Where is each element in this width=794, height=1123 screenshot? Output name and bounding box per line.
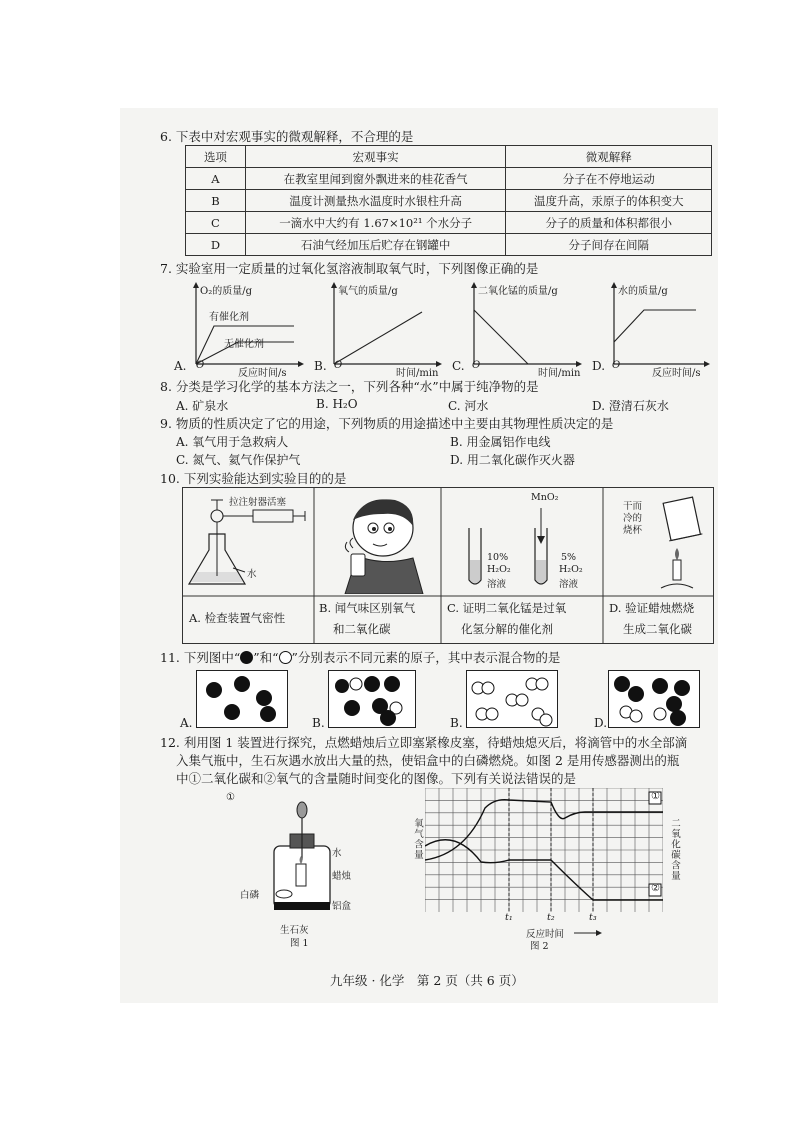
q10-caption-b bbox=[319, 598, 415, 640]
table-cell: C bbox=[186, 212, 246, 234]
q9-stem: 9. 物质的性质决定了它的用途，下列物质的用途描述中主要由其物理性质决定的是 bbox=[160, 416, 614, 431]
caption-line: C. 证明二氧化锰是过氧 bbox=[447, 601, 567, 615]
graph-c-xlabel: 时间/min bbox=[538, 368, 581, 379]
q11-stem-part: ”和“ bbox=[253, 650, 279, 665]
graph-d-xlabel: 反应时间/s bbox=[652, 368, 701, 379]
figure-1-apparatus bbox=[262, 800, 342, 920]
table-cell: 石油气经加压后贮存在钢罐中 bbox=[245, 234, 506, 256]
q9-option-b: B. 用金属铝作电线 bbox=[450, 435, 551, 449]
q10-figure-box bbox=[182, 487, 714, 644]
q8-option-b: B. H₂O bbox=[316, 397, 358, 411]
fig1-phosphorus-label: 白磷 bbox=[240, 890, 260, 901]
graph-c-letter: C. bbox=[452, 359, 465, 373]
tube2-solution: 溶液 bbox=[559, 579, 579, 590]
table-cell: 温度计测量热水温度时水银柱升高 bbox=[245, 190, 506, 212]
graph-a-letter: A. bbox=[174, 359, 187, 373]
table-header: 宏观事实 bbox=[245, 146, 506, 168]
tube2-conc: 5% bbox=[561, 552, 577, 563]
caption-line: D. 验证蜡烛燃烧 bbox=[609, 601, 695, 615]
table-cell: 分子间存在间隔 bbox=[506, 234, 712, 256]
q8-option-a: A. 矿泉水 bbox=[176, 399, 229, 413]
beaker-label-3: 烧杯 bbox=[623, 525, 643, 536]
fig1-caption: 图 1 bbox=[290, 938, 309, 949]
fig2-t2: t₂ bbox=[547, 912, 555, 923]
q9-option-a: A. 氧气用于急救病人 bbox=[176, 435, 289, 449]
q11-letter-a: A. bbox=[180, 716, 193, 730]
q10-caption-c bbox=[447, 598, 566, 640]
graph-b-xlabel: 时间/min bbox=[396, 368, 439, 379]
fig2-t3: t₃ bbox=[589, 912, 597, 923]
q11-box-d bbox=[608, 670, 700, 728]
graph-b-origin: O bbox=[334, 360, 343, 371]
graph-a-origin: O bbox=[196, 360, 205, 371]
graph-a-curve1-label: 有催化剂 bbox=[209, 312, 249, 323]
graph-a-xlabel: 反应时间/s bbox=[238, 368, 287, 379]
marker-1: ① bbox=[226, 792, 235, 803]
water-label: 水 bbox=[247, 569, 257, 580]
table-row bbox=[186, 168, 712, 190]
graph-c-origin: O bbox=[472, 360, 481, 371]
caption-line: A. 检查装置气密性 bbox=[189, 611, 286, 625]
black-atom-symbol bbox=[240, 651, 253, 664]
fig2-xaxis-arrow bbox=[574, 928, 604, 938]
fig1-box-label: 铝盒 bbox=[332, 901, 352, 912]
marker-2: ② bbox=[651, 883, 660, 894]
q11-letter-c: B. bbox=[450, 716, 463, 730]
fig2-t1: t₁ bbox=[505, 912, 513, 923]
table-header-row bbox=[186, 146, 712, 168]
table-cell: D bbox=[186, 234, 246, 256]
table-cell: B bbox=[186, 190, 246, 212]
white-atom-symbol bbox=[279, 651, 292, 664]
tube1-conc: 10% bbox=[487, 552, 509, 563]
q12-line-3: 中①二氧化碳和②氧气的含量随时间变化的图像。下列有关说法错误的是 bbox=[176, 771, 577, 786]
q10-caption-d bbox=[609, 598, 694, 640]
table-cell: A bbox=[186, 168, 246, 190]
fig2-caption: 图 2 bbox=[530, 941, 549, 952]
table-cell: 一滴水中大约有 1.67×10²¹ 个水分子 bbox=[245, 212, 506, 234]
fig1-water-label: 水 bbox=[332, 848, 342, 859]
caption-line: 和二氧化碳 bbox=[333, 622, 391, 636]
graph-d-letter: D. bbox=[592, 359, 606, 373]
q6-stem: 6. 下表中对宏观事实的微观解释，不合理的是 bbox=[160, 129, 414, 144]
q7-graph-a bbox=[174, 280, 316, 379]
fig1-candle-label: 蜡烛 bbox=[332, 871, 352, 882]
q10-stem: 10. 下列实验能达到实验目的的是 bbox=[160, 471, 347, 486]
fig2-ylabel-right: 二氧化碳含量 bbox=[669, 818, 680, 881]
table-row bbox=[186, 190, 712, 212]
figure-2-chart bbox=[425, 788, 663, 912]
table-cell: 分子的质量和体积都很小 bbox=[506, 212, 712, 234]
q8-stem: 8. 分类是学习化学的基本方法之一，下列各种“水”中属于纯净物的是 bbox=[160, 379, 539, 394]
boy-smelling-illustration bbox=[323, 492, 437, 594]
q11-stem bbox=[160, 649, 560, 666]
table-header: 选项 bbox=[186, 146, 246, 168]
graph-a-ylabel: O₂的质量/g bbox=[200, 286, 252, 297]
syringe-label: 拉注射器活塞 bbox=[229, 497, 287, 508]
q10-caption-a bbox=[189, 608, 285, 629]
fig2-ylabel-left: 氧气含量 bbox=[412, 818, 423, 860]
graph-d-ylabel: 水的质量/g bbox=[618, 286, 668, 297]
q6-table bbox=[185, 145, 712, 256]
q7-graph-b bbox=[312, 280, 452, 379]
q9-option-d: D. 用二氧化碳作灭火器 bbox=[450, 453, 575, 467]
graph-b-letter: B. bbox=[314, 359, 327, 373]
table-cell: 温度升高，汞原子的体积变大 bbox=[506, 190, 712, 212]
q11-stem-part: 11. 下列图中“ bbox=[160, 650, 241, 665]
q7-stem: 7. 实验室用一定质量的过氧化氢溶液制取氧气时，下列图像正确的是 bbox=[160, 261, 539, 276]
table-row bbox=[186, 234, 712, 256]
q11-box-c bbox=[466, 670, 558, 728]
graph-d-origin: O bbox=[612, 360, 621, 371]
beaker-label-2: 冷的 bbox=[623, 513, 643, 524]
beaker-label-1: 干而 bbox=[623, 501, 643, 512]
q8-option-c: C. 河水 bbox=[448, 399, 489, 413]
tube1-solution: 溶液 bbox=[487, 579, 507, 590]
mno2-label: MnO₂ bbox=[531, 492, 559, 503]
marker-1-label: ① bbox=[651, 791, 660, 802]
table-cell: 分子在不停地运动 bbox=[506, 168, 712, 190]
q9-option-c: C. 氮气、氦气作保护气 bbox=[176, 453, 301, 467]
fig1-lime-label: 生石灰 bbox=[280, 925, 309, 936]
caption-line: 生成二氧化碳 bbox=[623, 622, 692, 636]
q11-letter-b: B. bbox=[312, 716, 325, 730]
graph-a-curve2-label: 无催化剂 bbox=[224, 339, 264, 350]
fig2-xlabel: 反应时间 bbox=[526, 929, 565, 940]
q12-line-1: 12. 利用图 1 装置进行探究，点燃蜡烛后立即塞紧橡皮塞，待蜡烛熄灭后，将滴管中的水全部滴 bbox=[160, 735, 688, 750]
tube1-solute: H₂O₂ bbox=[487, 564, 511, 575]
q11-box-b bbox=[328, 670, 416, 728]
q12-line-2: 入集气瓶中，生石灰遇水放出大量的热，使铝盒中的白磷燃烧。如图 2 是用传感器测出的瓶 bbox=[176, 753, 680, 768]
caption-line: 化氢分解的催化剂 bbox=[461, 622, 553, 636]
table-header: 微观解释 bbox=[506, 146, 712, 168]
graph-b-ylabel: 氧气的质量/g bbox=[338, 286, 398, 297]
page-footer: 九年级 · 化学 第 2 页（共 6 页） bbox=[330, 973, 524, 988]
graph-c-ylabel: 二氧化锰的质量/g bbox=[478, 286, 558, 297]
q8-option-d: D. 澄清石灰水 bbox=[592, 399, 669, 413]
caption-line: B. 闻气味区别氧气 bbox=[319, 601, 416, 615]
q7-graph-d bbox=[592, 280, 718, 379]
q7-graph-c bbox=[452, 280, 592, 379]
q11-box-a bbox=[196, 670, 288, 728]
table-row bbox=[186, 212, 712, 234]
q11-stem-part: ”分别表示不同元素的原子，其中表示混合物的是 bbox=[291, 650, 561, 665]
tube2-solute: H₂O₂ bbox=[559, 564, 583, 575]
q11-letter-d: D. bbox=[594, 716, 608, 730]
table-cell: 在教室里闻到窗外飘进来的桂花香气 bbox=[245, 168, 506, 190]
